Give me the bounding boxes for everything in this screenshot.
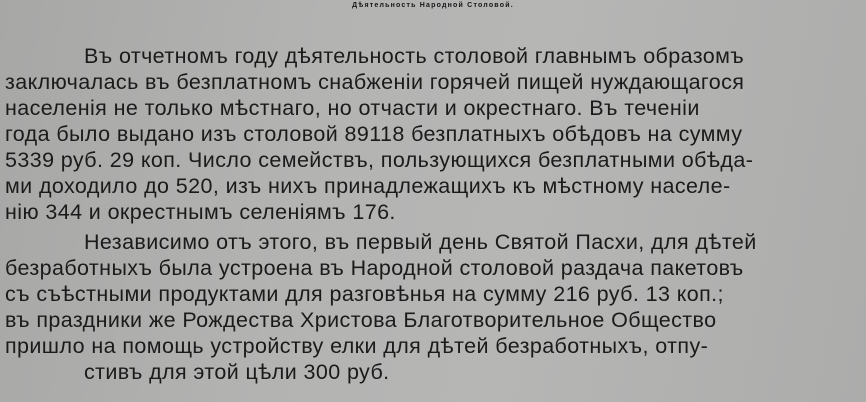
text-line: населенія не только мѣстнаго, но отчасти и окрестнаго. Въ теченіи bbox=[5, 96, 700, 120]
text-line: 5339 руб. 29 коп. Число семействъ, пользующихся безплатными обѣда- bbox=[5, 148, 754, 172]
text-line: безработныхъ была устроена въ Народной столовой раздача пакетовъ bbox=[5, 256, 744, 280]
text-line: въ праздники же Рождества Христова Благотворительное Общество bbox=[5, 308, 717, 332]
text-line: съ съѣстными продуктами для разговѣнья на сумму 216 руб. 13 коп.; bbox=[5, 282, 724, 306]
text-line: ми доходило до 520, изъ нихъ принадлежащихъ къ мѣстному населе- bbox=[5, 174, 731, 198]
text-line: нію 344 и окрестнымъ селеніямъ 176. bbox=[5, 200, 396, 224]
text-line: Въ отчетномъ году дѣятельность столовой главнымъ образомъ bbox=[84, 44, 745, 68]
text-line: стивъ для этой цѣли 300 руб. bbox=[84, 360, 390, 384]
text-line: заключалась въ безплатномъ снабженіи горячей пищей нуждающагося bbox=[5, 70, 745, 94]
text-line: Независимо отъ этого, въ первый день Святой Пасхи, для дѣтей bbox=[84, 230, 757, 254]
text-line: пришло на помощь устройству елки для дѣтей безработныхъ, отпу- bbox=[5, 334, 709, 358]
document-title: Дѣятельность Народной Столовой. bbox=[352, 2, 514, 9]
text-line: года было выдано изъ столовой 89118 безплатныхъ обѣдовъ на сумму bbox=[5, 122, 743, 146]
